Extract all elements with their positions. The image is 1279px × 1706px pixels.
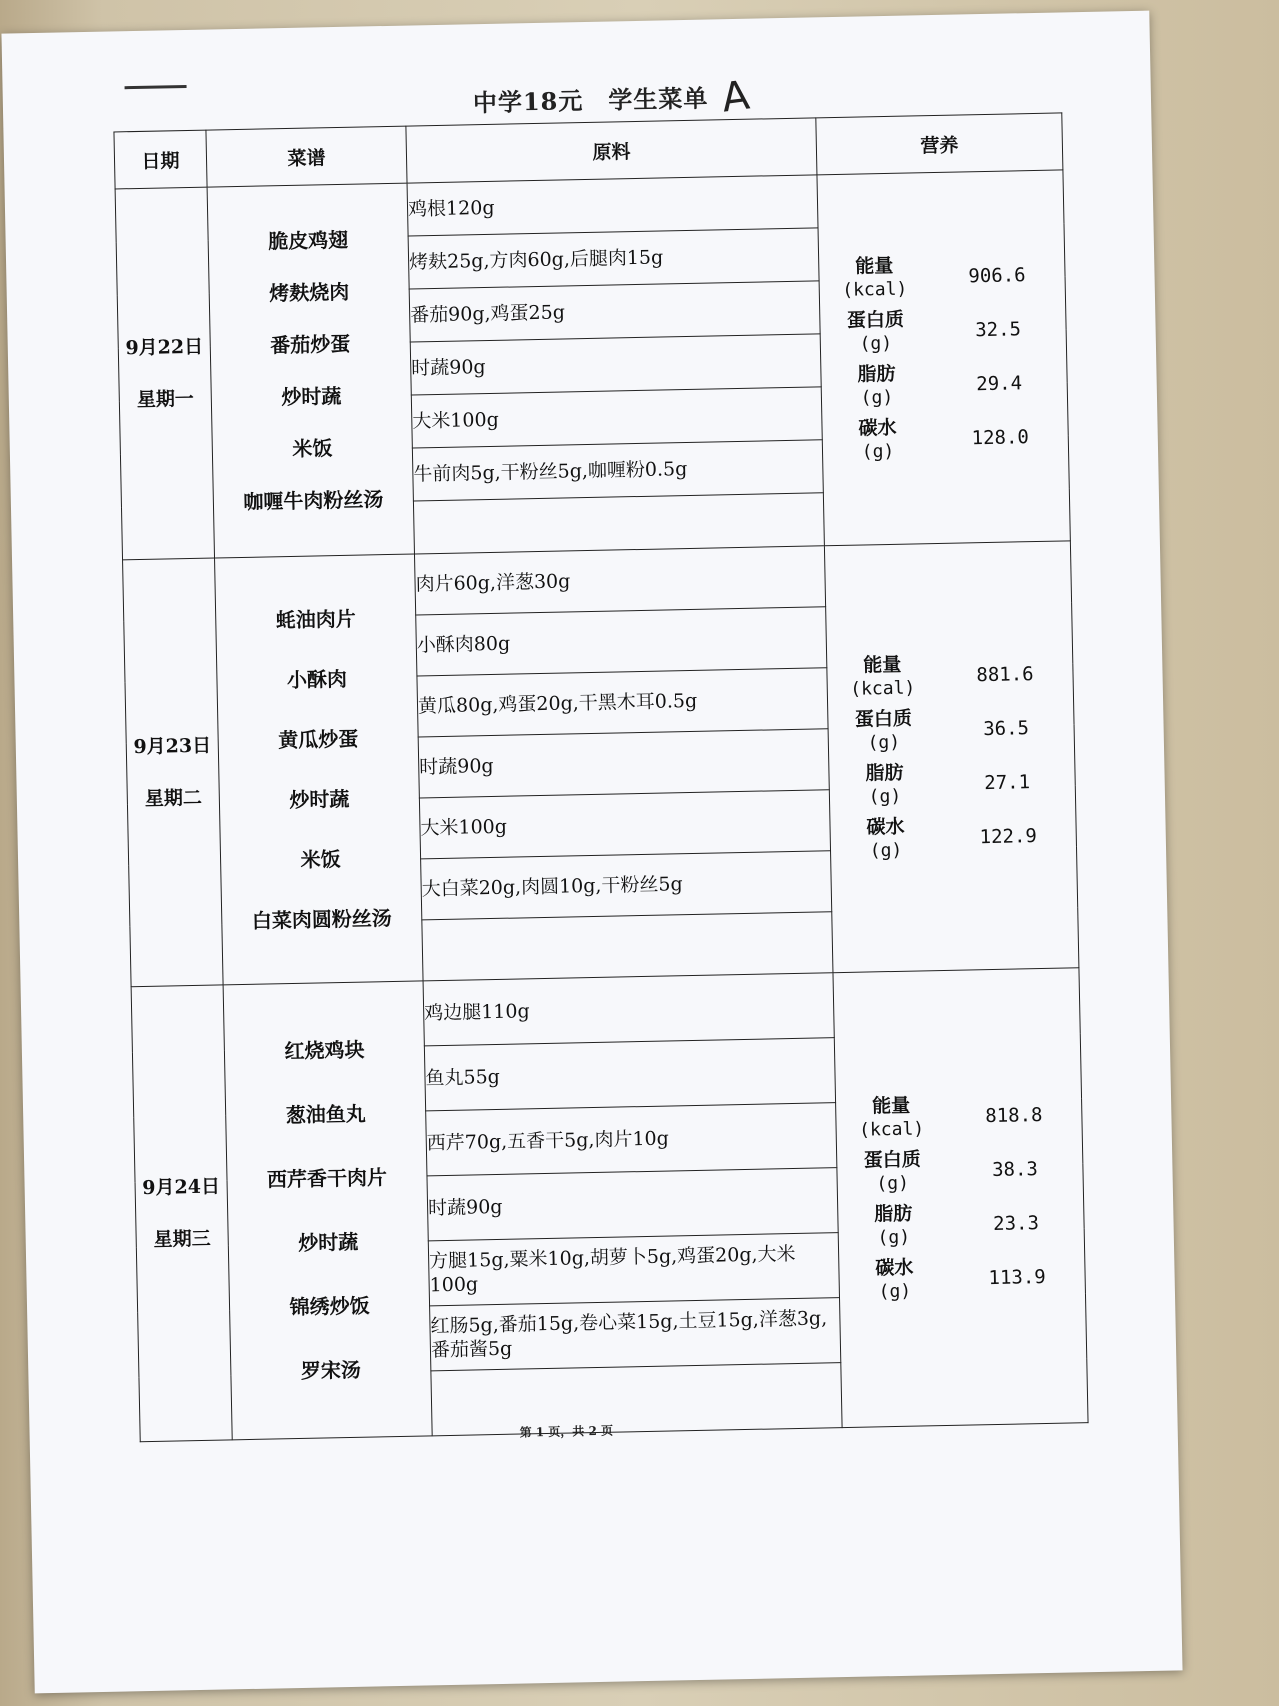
nutrition-list — [819, 250, 1068, 465]
nutrition-row — [839, 1252, 1085, 1305]
nutrition-unit: (g) — [860, 386, 894, 409]
nutrition-unit: (kcal) — [858, 1118, 925, 1141]
weekday-text: 星期三 — [153, 1227, 211, 1251]
ingredients-cell: 大米100g — [411, 387, 822, 448]
nutrition-row — [829, 757, 1075, 810]
nutrition-unit: (g) — [861, 440, 895, 463]
nutrition-value: 906.6 — [968, 264, 1026, 288]
nutrition-unit: (g) — [876, 1172, 910, 1195]
nutrition-label-block — [830, 814, 941, 864]
nutrition-list — [827, 649, 1076, 864]
dish-name: 烤麸烧肉 — [268, 279, 350, 306]
header-dish: 菜谱 — [206, 126, 407, 187]
nutrition-row — [836, 1090, 1082, 1143]
nutrition-row — [837, 1144, 1083, 1197]
ingredients-cell: 大米100g — [419, 790, 830, 859]
nutrition-value: 38.3 — [991, 1158, 1039, 1182]
nutrition-label-block — [828, 706, 939, 756]
ingredients-cell — [422, 912, 833, 981]
header-nutrition: 营养 — [816, 113, 1063, 175]
nutrition-unit: (g) — [869, 839, 903, 862]
nutrition-label: 碳水 — [858, 416, 897, 440]
nutrition-label-block — [838, 1201, 949, 1251]
dish-name: 米饭 — [292, 436, 333, 461]
ingredients-cell: 牛前肉5g,干粉丝5g,咖喱粉0.5g — [412, 440, 823, 501]
dish-name: 蚝油肉片 — [275, 606, 357, 633]
nutrition-label: 脂肪 — [857, 362, 896, 386]
handwritten-mark: A — [719, 72, 754, 122]
menu-table — [113, 112, 1088, 1442]
nutrition-label: 能量 — [871, 1094, 911, 1118]
nutrition-cell — [817, 170, 1070, 546]
nutrition-value: 32.5 — [974, 318, 1022, 342]
header-ingredients: 原料 — [406, 118, 817, 183]
dish-name: 番茄炒蛋 — [270, 331, 351, 358]
ingredients-cell: 鸡边腿110g — [423, 973, 834, 1046]
menu-body — [115, 170, 1088, 1442]
nutrition-label: 碳水 — [875, 1256, 914, 1280]
nutrition-unit: (g) — [868, 785, 902, 808]
nutrition-label-block — [839, 1255, 950, 1305]
nutrition-value: 122.9 — [979, 825, 1038, 849]
nutrition-value: 128.0 — [971, 426, 1030, 450]
dish-name: 脆皮鸡翅 — [267, 227, 349, 254]
dish-name: 小酥肉 — [286, 666, 348, 693]
dish-name: 咖喱牛肉粉丝汤 — [243, 487, 384, 514]
paper-sheet — [1, 11, 1182, 1694]
ingredients-cell: 大白菜20g,肉圆10g,干粉丝5g — [421, 851, 832, 920]
nutrition-unit: (kcal) — [842, 278, 908, 301]
nutrition-row — [828, 703, 1074, 756]
nutrition-value: 29.4 — [976, 372, 1023, 396]
dish-name: 米饭 — [300, 847, 341, 872]
dish-list-cell — [223, 981, 432, 1440]
dish-name: 红烧鸡块 — [284, 1037, 365, 1064]
nutrition-row — [830, 811, 1076, 864]
nutrition-value: 818.8 — [985, 1104, 1043, 1128]
nutrition-value: 36.5 — [983, 717, 1030, 741]
nutrition-value: 113.9 — [988, 1265, 1046, 1290]
date-text: 9月23日 — [133, 734, 212, 759]
nutrition-row — [820, 304, 1066, 357]
nutrition-cell — [833, 968, 1088, 1428]
nutrition-label-block — [821, 361, 932, 411]
ingredients-cell: 红肠5g,番茄15g,卷心菜15g,土豆15g,洋葱3g,番茄酱5g — [430, 1298, 841, 1371]
nutrition-unit: (kcal) — [850, 677, 916, 700]
ingredients-cell: 时蔬90g — [410, 334, 821, 395]
nutrition-row — [821, 358, 1067, 411]
corner-dash-mark — [125, 85, 187, 89]
ingredients-cell: 西芹70g,五香干5g,肉片10g — [426, 1103, 837, 1176]
nutrition-label: 能量 — [863, 653, 902, 677]
dish-name: 白菜肉圆粉丝汤 — [251, 906, 393, 933]
nutrition-row — [827, 649, 1073, 702]
ingredients-cell: 方腿15g,粟米10g,胡萝卜5g,鸡蛋20g,大米100g — [428, 1233, 839, 1306]
dish-list — [216, 588, 422, 952]
ingredients-cell — [413, 493, 824, 554]
nutrition-row — [819, 250, 1065, 303]
nutrition-label-block — [827, 652, 938, 702]
weekday-text: 星期二 — [144, 786, 203, 810]
nutrition-label: 蛋白质 — [854, 707, 913, 731]
dish-name: 葱油鱼丸 — [285, 1101, 366, 1128]
ingredients-cell: 番茄90g,鸡蛋25g — [409, 281, 820, 342]
nutrition-label-block — [820, 307, 931, 357]
nutrition-label: 蛋白质 — [846, 308, 905, 332]
dish-name: 锦绣炒饭 — [289, 1293, 370, 1320]
nutrition-label: 蛋白质 — [863, 1148, 921, 1172]
nutrition-row — [822, 412, 1068, 465]
nutrition-row — [838, 1198, 1084, 1251]
nutrition-value: 23.3 — [992, 1212, 1040, 1236]
dish-name: 炒时蔬 — [281, 383, 342, 410]
ingredients-cell: 肉片60g,洋葱30g — [414, 546, 825, 615]
ingredients-cell — [431, 1363, 842, 1436]
ingredients-cell: 小酥肉80g — [416, 607, 827, 676]
title-text: 中学18元 学生菜单 — [472, 83, 709, 118]
dish-name: 罗宋汤 — [300, 1357, 362, 1383]
day-date-cell — [115, 187, 214, 560]
ingredients-cell: 黄瓜80g,鸡蛋20g,干黑木耳0.5g — [417, 668, 828, 737]
nutrition-cell — [824, 541, 1079, 973]
day-date-cell — [123, 558, 224, 987]
ingredients-cell: 鱼丸55g — [424, 1038, 835, 1111]
page-footer: 第 1 页，共 2 页 — [519, 1423, 614, 1440]
dish-name: 炒时蔬 — [289, 786, 350, 813]
nutrition-label-block — [822, 415, 933, 465]
nutrition-unit: (g) — [877, 1226, 911, 1249]
ingredients-cell: 时蔬90g — [418, 729, 829, 798]
day-date-cell — [131, 985, 232, 1442]
dish-list — [208, 213, 413, 529]
header-date: 日期 — [114, 130, 207, 189]
nutrition-label-block — [819, 253, 930, 303]
weekday-text: 星期一 — [136, 387, 195, 412]
date-text: 9月24日 — [142, 1175, 221, 1200]
nutrition-label: 脂肪 — [874, 1202, 913, 1226]
dish-name: 炒时蔬 — [298, 1229, 359, 1255]
nutrition-label: 脂肪 — [865, 761, 904, 785]
ingredients-cell: 烤麸25g,方肉60g,后腿肉15g — [408, 228, 819, 289]
ingredients-cell: 鸡根120g — [407, 175, 818, 236]
nutrition-value: 27.1 — [984, 771, 1031, 795]
dish-name: 黄瓜炒蛋 — [277, 726, 359, 753]
nutrition-label: 能量 — [855, 254, 894, 278]
nutrition-label-block — [837, 1147, 948, 1197]
dish-name: 西芹香干肉片 — [266, 1165, 388, 1192]
nutrition-unit: (g) — [859, 332, 893, 355]
nutrition-label: 碳水 — [866, 815, 905, 839]
nutrition-value: 881.6 — [976, 663, 1034, 687]
dish-list — [224, 1016, 431, 1404]
nutrition-unit: (g) — [878, 1280, 912, 1303]
dish-list-cell — [215, 554, 424, 985]
ingredients-cell: 时蔬90g — [427, 1168, 838, 1241]
dish-list-cell — [207, 183, 414, 558]
nutrition-list — [836, 1090, 1085, 1305]
nutrition-label-block — [829, 760, 940, 810]
nutrition-unit: (g) — [867, 731, 901, 754]
page-title — [472, 72, 754, 126]
nutrition-label-block — [836, 1093, 947, 1143]
date-text: 9月22日 — [125, 335, 204, 360]
